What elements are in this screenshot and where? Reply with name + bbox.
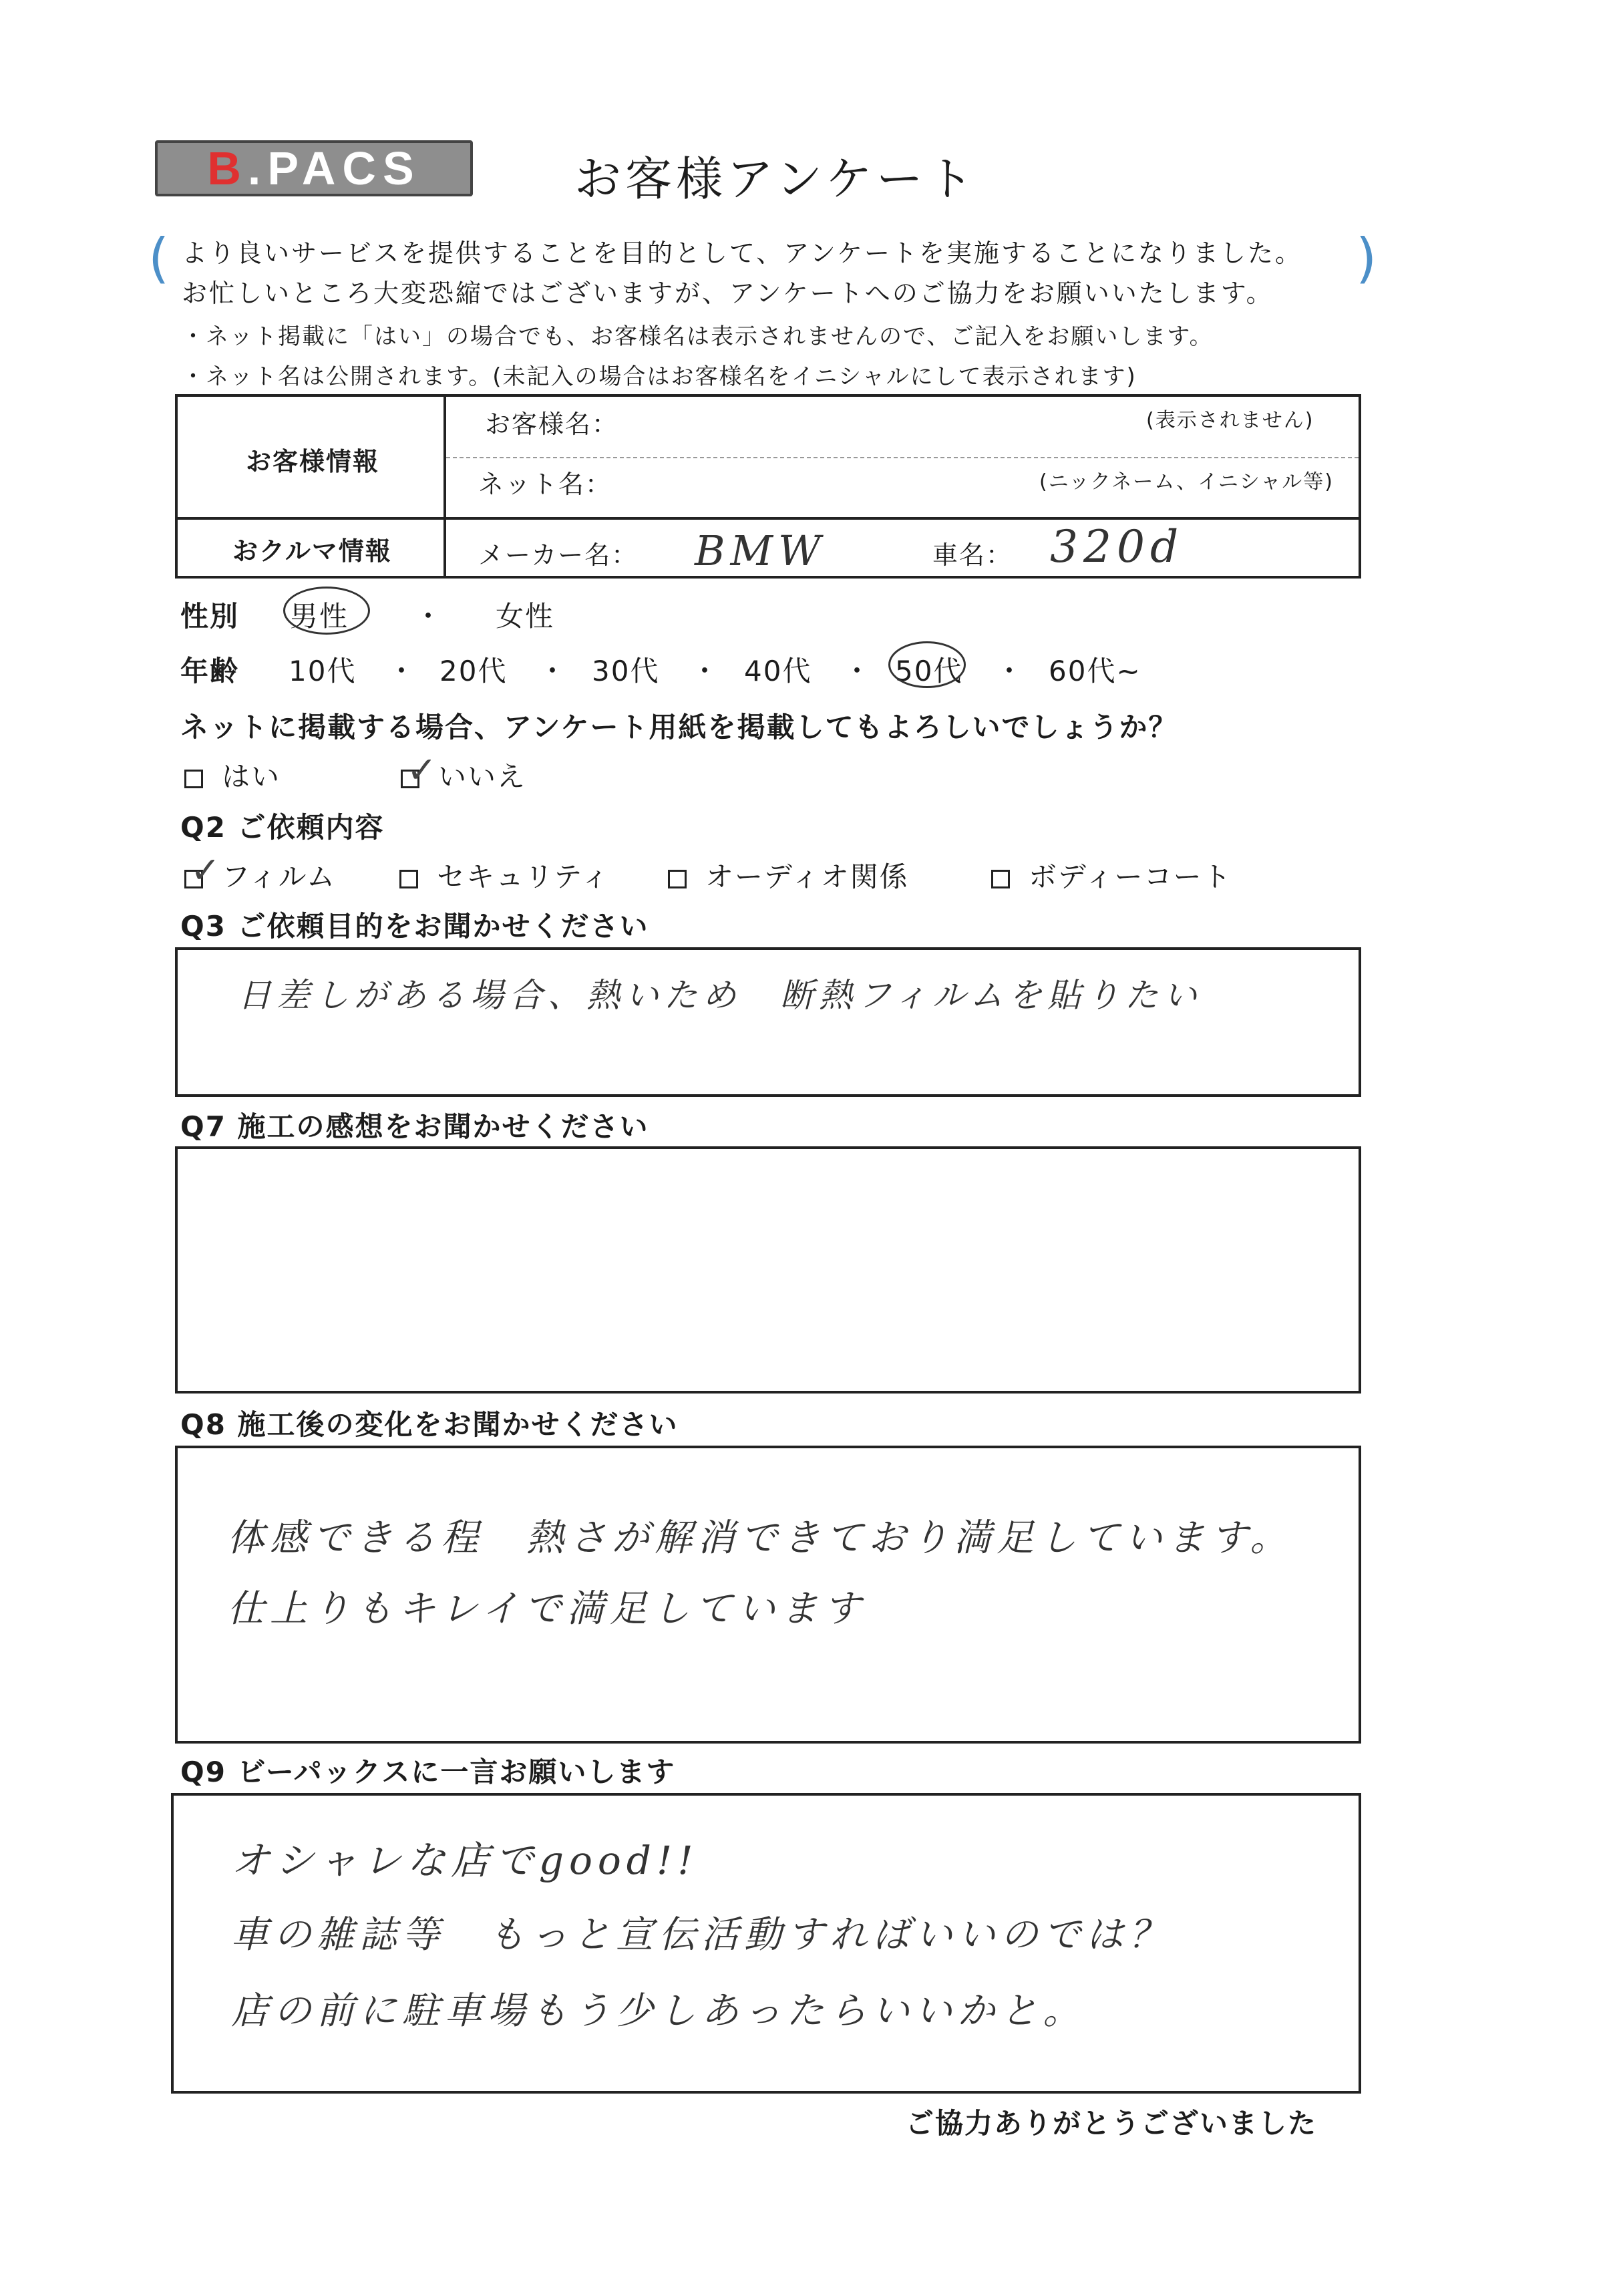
- gender-label: 性別: [180, 600, 240, 633]
- note-line-1: ・ネット掲載に「はい」の場合でも、お客様名は表示されませんので、ご記入をお願いします。: [182, 323, 1214, 350]
- age-separator: ・: [691, 655, 721, 687]
- customer-info-label: お客様情報: [246, 447, 380, 476]
- yes-checkbox[interactable]: [184, 770, 203, 788]
- q9-answer-box[interactable]: [171, 1793, 1361, 2094]
- film-checkbox[interactable]: [184, 870, 203, 888]
- gender-selected-circle: [283, 587, 370, 635]
- maker-value[interactable]: BMW: [695, 526, 826, 575]
- age-selected-circle: [888, 641, 966, 688]
- q8-answer-box[interactable]: [175, 1446, 1361, 1744]
- q2-option-audio[interactable]: オーディオ関係: [668, 855, 909, 895]
- age-separator: ・: [387, 655, 417, 687]
- net-name-note: (ニックネーム、イニシャル等): [1039, 470, 1334, 494]
- age-separator: ・: [995, 655, 1025, 687]
- age-separator: ・: [538, 655, 568, 687]
- q8-answer-line-2: 仕上りもキレイで満足しています: [227, 1587, 866, 1631]
- q2-option-body-coat[interactable]: ボディーコート: [991, 855, 1232, 895]
- net-name-label: ネット名：: [478, 470, 612, 499]
- thanks-message: ご協力ありがとうございました: [906, 2107, 1318, 2140]
- model-label: 車名：: [932, 540, 1013, 570]
- left-bracket: (: [148, 227, 170, 289]
- q2-option-film[interactable]: ✓フィルム: [184, 855, 336, 895]
- customer-name-label: お客様名：: [485, 409, 619, 439]
- age-label: 年齢: [180, 655, 240, 687]
- intro-line-2: お忙しいところ大変恐縮ではございますが、アンケートへのご協力をお願いいたします。: [182, 279, 1274, 308]
- age-option-50s[interactable]: 50代: [895, 655, 963, 687]
- body-coat-checkbox[interactable]: [991, 870, 1010, 888]
- q9-answer-line-3: 店の前に駐車場もう少しあったらいいかと。: [231, 1989, 1086, 2033]
- customer-name-note: (表示されません): [1146, 409, 1314, 432]
- car-info-label: おクルマ情報: [232, 536, 392, 566]
- q8-label: Q8 施工後の変化をお聞かせください: [180, 1408, 679, 1441]
- security-checkbox[interactable]: [399, 870, 418, 888]
- note-line-2: ・ネット名は公開されます。(未記入の場合はお客様名をイニシャルにして表示されます): [182, 363, 1137, 390]
- gender-separator: ・: [414, 600, 444, 633]
- q3-answer-line-1: 日差しがある場合、熱いため 断熱フィルムを貼りたい: [238, 976, 1202, 1015]
- age-option-20s[interactable]: 20代: [439, 655, 508, 687]
- q8-answer-line-1: 体感できる程 熱さが解消できており満足しています。: [227, 1516, 1293, 1560]
- intro-line-1: より良いサービスを提供することを目的として、アンケートを実施することになりました。: [182, 238, 1302, 268]
- gender-option-female[interactable]: 女性: [496, 600, 555, 633]
- model-value[interactable]: 320d: [1050, 521, 1184, 572]
- age-separator: ・: [843, 655, 873, 687]
- q9-label: Q9 ビーパックスに一言お願いします: [180, 1756, 676, 1788]
- age-option-60s-plus[interactable]: 60代~: [1049, 655, 1141, 687]
- age-option-30s[interactable]: 30代: [592, 655, 660, 687]
- q9-answer-line-1: オシャレな店でgood!!: [231, 1838, 699, 1883]
- maker-label: メーカー名：: [478, 540, 639, 570]
- publish-option-no[interactable]: ✓ いいえ: [401, 755, 526, 795]
- page-title: お客様アンケート: [574, 152, 978, 206]
- bpacs-logo: [155, 140, 473, 196]
- right-bracket: ): [1356, 227, 1377, 289]
- logo-text: B.PACS: [207, 142, 421, 194]
- gender-option-male[interactable]: 男性: [290, 600, 349, 633]
- age-option-40s[interactable]: 40代: [744, 655, 812, 687]
- q3-answer-box[interactable]: [175, 947, 1361, 1097]
- q7-label: Q7 施工の感想をお聞かせください: [180, 1110, 649, 1143]
- no-checkbox[interactable]: [401, 770, 419, 788]
- q7-answer-box[interactable]: [175, 1146, 1361, 1393]
- publish-question: ネットに掲載する場合、アンケート用紙を掲載してもよろしいでしょうか？: [180, 711, 1178, 744]
- q9-answer-line-2: 車の雑誌等 もっと宣伝活動すればいいのでは？: [231, 1913, 1172, 1957]
- q2-label: Q2 ご依頼内容: [180, 811, 385, 844]
- audio-checkbox[interactable]: [668, 870, 687, 888]
- customer-info-table: [175, 394, 1361, 579]
- age-option-10s[interactable]: 10代: [289, 655, 357, 687]
- q3-label: Q3 ご依頼目的をお聞かせください: [180, 910, 649, 943]
- publish-option-yes[interactable]: はい: [184, 755, 281, 795]
- q2-option-security[interactable]: セキュリティ: [399, 855, 610, 895]
